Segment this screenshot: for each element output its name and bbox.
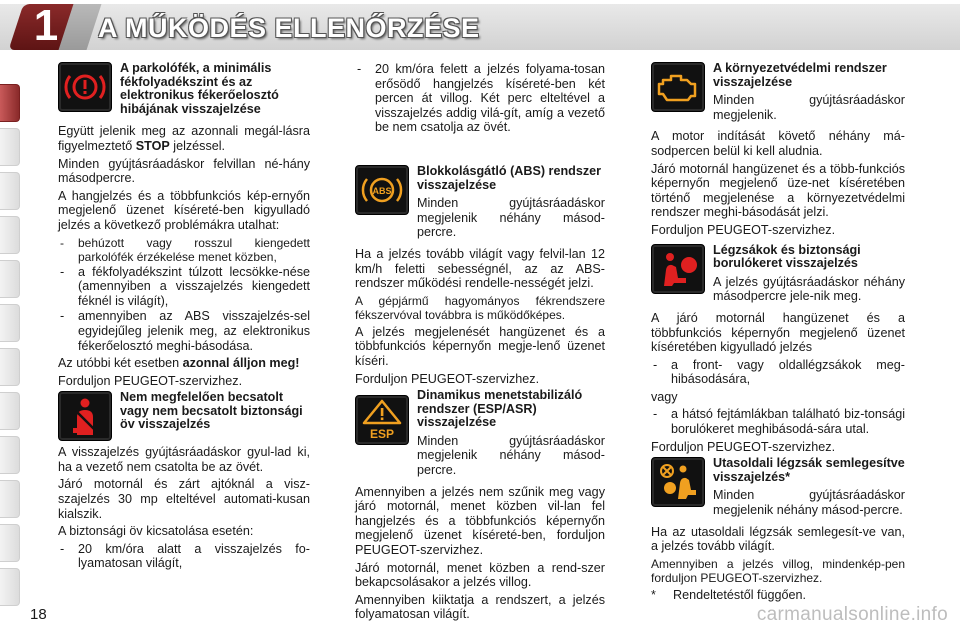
side-tab[interactable]	[0, 304, 20, 342]
side-tab[interactable]	[0, 128, 20, 166]
abs-sub: Minden gyújtásráadáskor megjelenik néhány másod-percre.	[417, 196, 605, 240]
esp-section	[355, 389, 605, 622]
watermark: carmanualsonline.info	[756, 604, 948, 625]
parking-p3: A hangjelzés és a többfunkciós kép-ernyőn megjelenő üzenet kíséreté-ben kigyulladó jelzés a következő problémákra utalhat:	[58, 188, 310, 232]
seatbelt-title: Nem megfelelően becsatolt vagy nem becsatolt biztonsági öv visszajelzés	[120, 390, 303, 432]
list-item: - amennyiben az ABS visszajelzés-sel egyidejűleg jelenik meg, az elektronikus fékerőelosztó meghi-básodása.	[58, 309, 310, 353]
side-tab[interactable]	[0, 172, 20, 210]
passenger-airbag-p1: Ha az utasoldali légzsák semlegesít-ve van, a jelzés tovább világít.	[651, 524, 905, 554]
list-item: - a front- vagy oldallégzsákok meg-hibásodására,	[651, 358, 905, 387]
engine-section	[651, 62, 905, 238]
side-tab[interactable]	[0, 480, 20, 518]
passenger-airbag-title: Utasoldali légzsák semlegesítve visszajelzés*	[713, 456, 905, 484]
side-tab[interactable]	[0, 348, 20, 386]
list-item: - 20 km/óra felett a jelzés folyama-tosan erősödő hangjelzés kíséreté-ben két percen át villog. Két perc elteltével a visszajelzés addig vilá-gít, amíg a vezető be nem csatolja az övét.	[355, 62, 605, 135]
list-item: - a fékfolyadékszint túlzott lecsökke-nése (amennyiben a visszajelzés kiengedett féknél is világít),	[58, 265, 310, 309]
list-item: - a hátsó fejtámlákban található biz-tonsági borulókeret meghibásodá-sára utal.	[651, 407, 905, 436]
engine-title: A környezetvédelmi rendszer visszajelzése	[713, 61, 887, 89]
esp-p1: Amennyiben a jelzés nem szűnik meg vagy járó motornál, menet közben vil-lan fel hangjelzés és a többfunkciós képernyőn megjelenő üzenet kíséreté-ben, forduljon PEUGEOT-szervizhez.	[355, 484, 605, 558]
seatbelt-list-continued	[355, 62, 605, 135]
side-tab[interactable]	[0, 216, 20, 254]
engine-check-icon	[651, 62, 705, 112]
parking-list	[58, 236, 310, 354]
abs-p1: Ha a jelzés tovább világít vagy felvil-lan 12 km/h feletti sebességnél, az az ABS-rendszer működési rendelle-nességét jelzi.	[355, 246, 605, 291]
esp-icon-label: ESP	[369, 427, 395, 442]
esp-p2: Járó motornál, menet közben a rend-szer bekapcsolásakor a jelzés villog.	[355, 560, 605, 590]
side-tab[interactable]	[0, 436, 20, 474]
parking-p5: Forduljon PEUGEOT-szervizhez.	[58, 373, 243, 388]
side-tab[interactable]	[0, 260, 20, 298]
esp-p3: Amennyiben kiiktatja a rendszert, a jelzés folyamatosan világít.	[355, 592, 605, 622]
abs-section	[355, 165, 605, 386]
esp-sub: Minden gyújtásráadáskor megjelenik néhány másod-percre.	[417, 433, 605, 478]
side-tab[interactable]	[0, 568, 20, 606]
airbag-section	[651, 244, 905, 455]
footnote	[651, 588, 905, 603]
list-item: - behúzott vagy rosszul kiengedett parkolófék érzékelése menet közben,	[58, 236, 310, 264]
side-tab[interactable]	[0, 392, 20, 430]
esp-title: Dinamikus menetstabilizáló rendszer (ESP/ASR) visszajelzése	[417, 388, 583, 430]
seatbelt-icon	[58, 391, 112, 441]
seatbelt-p2: Járó motornál és zárt ajtóknál a visz-szajelzés 30 mp elteltével automati-kusan kialszik.	[58, 477, 310, 521]
airbag-icon	[651, 244, 705, 294]
airbag-sub: A jelzés gyújtásráadáskor néhány másodpercre jele-nik meg.	[713, 274, 905, 304]
side-tab[interactable]	[0, 524, 20, 562]
passenger-airbag-off-icon	[651, 457, 705, 507]
parking-brake-title: A parkolófék, a minimális fékfolyadékszint és az elektronikus fékerőelosztó hibájának visszajelzése	[120, 61, 279, 116]
seatbelt-list	[58, 542, 310, 571]
passenger-airbag-section	[651, 457, 905, 602]
engine-p2: Járó motornál hangüzenet és a több-funkciós képernyőn megjelenő üze-net kíséretében történő megjelenése a környezetvédelmi rendszer meghi-básodását jelzi.	[651, 161, 905, 220]
abs-p3: A jelzés megjelenését hangüzenet és a többfunkciós képernyőn megje-lenő üzenet kíséri.	[355, 324, 605, 368]
engine-p3: Forduljon PEUGEOT-szervizhez.	[651, 222, 836, 237]
engine-sub: Minden gyújtásráadáskor megjelenik.	[713, 93, 905, 122]
airbag-or: vagy	[651, 389, 678, 404]
parking-p2: Minden gyújtásráadáskor felvillan né-hány másodpercre.	[58, 156, 310, 186]
airbag-list-1	[651, 358, 905, 387]
column-3	[651, 62, 905, 602]
list-item: - 20 km/óra alatt a visszajelzés fo-lyamatosan világít,	[58, 542, 310, 571]
seatbelt-p3: A biztonsági öv kicsatolása esetén:	[58, 524, 254, 539]
airbag-p1: A járó motornál hangüzenet és a többfunkciós képernyőn megjelenő üzenet kíséretében kigyulladó jelzés	[651, 310, 905, 355]
parking-p1: Együtt jelenik meg az azonnali megál-lásra figyelmeztető STOP jelzéssel.	[58, 124, 310, 153]
airbag-p2: Forduljon PEUGEOT-szervizhez.	[651, 439, 836, 454]
page-number: 18	[30, 606, 47, 623]
abs-p2: A gépjármű hagyományos fékrendszere fékszervóval továbbra is működőképes.	[355, 293, 605, 322]
side-tabs	[0, 56, 22, 616]
footnote-text: Rendeltetéstől függően.	[673, 587, 807, 602]
airbag-title: Légzsákok és biztonsági borulókeret visszajelzés	[713, 242, 861, 271]
parking-brake-section	[58, 62, 310, 388]
column-1	[58, 62, 310, 574]
footnote-mark: *	[651, 587, 656, 602]
column-2	[355, 62, 605, 625]
page-header	[0, 0, 960, 56]
abs-p4: Forduljon PEUGEOT-szervizhez.	[355, 371, 540, 386]
seatbelt-section	[58, 391, 310, 571]
svg-text:ABS: ABS	[372, 185, 392, 196]
passenger-airbag-p2: Amennyiben a jelzés villog, mindenkép-pen forduljon PEUGEOT-szervizhez.	[651, 556, 905, 585]
brake-warning-icon	[58, 62, 112, 112]
seatbelt-p1: A visszajelzés gyújtásráadáskor gyul-lad ki, ha a vezető nem csatolta be az övét.	[58, 445, 310, 474]
esp-icon	[355, 395, 409, 445]
abs-title: Blokkolásgátló (ABS) rendszer visszajelzése	[417, 163, 602, 192]
page-title: A MŰKÖDÉS ELLENŐRZÉSE	[98, 13, 480, 43]
engine-p1: A motor indítását követő néhány má-sodpercen belül ki kell aludnia.	[651, 129, 905, 158]
passenger-airbag-sub: Minden gyújtásráadáskor megjelenik néhány másod-percre.	[713, 488, 905, 518]
parking-p4: Az utóbbi két esetben azonnal álljon meg!	[58, 356, 300, 371]
airbag-list-2	[651, 407, 905, 436]
side-tab-active[interactable]	[0, 84, 20, 122]
chapter-number: 1	[33, 1, 59, 50]
abs-icon	[355, 165, 409, 215]
